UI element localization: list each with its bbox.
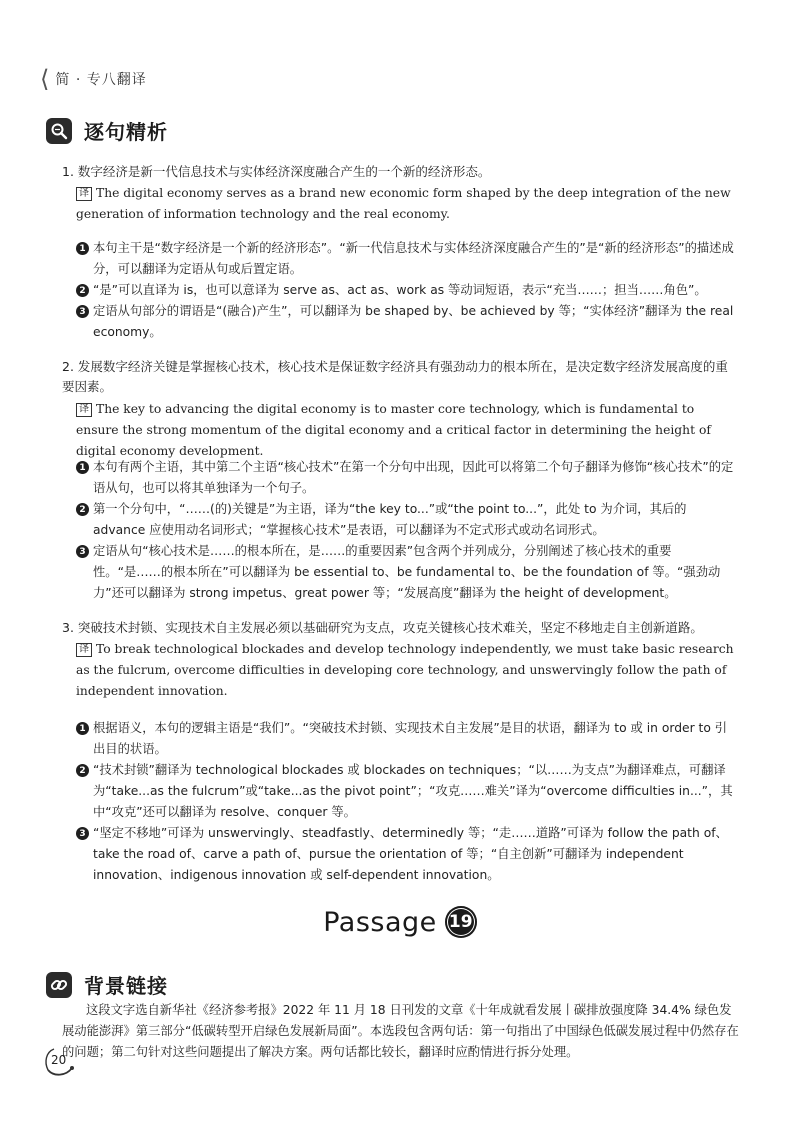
passage-heading — [0, 906, 800, 938]
note-number-badge: 3 — [76, 545, 89, 558]
passage-number-badge: 19 — [445, 906, 477, 938]
note-item — [76, 823, 736, 886]
header-title: 简 · 专八翻译 — [55, 72, 147, 88]
link-icon — [46, 972, 72, 998]
note-number-badge: 1 — [76, 242, 89, 255]
notes-2 — [76, 457, 736, 604]
notes-3 — [76, 718, 736, 886]
note-item — [76, 760, 736, 823]
page-number-text: 20 — [51, 1053, 67, 1067]
translation-marker: 译 — [76, 187, 92, 201]
note-item — [76, 238, 736, 280]
translation-3 — [76, 639, 736, 702]
section-heading-analysis — [46, 116, 168, 145]
note-item — [76, 457, 736, 499]
notes-1 — [76, 238, 736, 343]
note-number-badge: 1 — [76, 722, 89, 735]
note-number-badge: 1 — [76, 461, 89, 474]
translation-marker: 译 — [76, 403, 92, 417]
note-item — [76, 499, 736, 541]
translation-text: To break technological blockades and develop technology independently, we must take basic research as the fulcrum, overcome difficulties in developing core technology, and unswervingly follow the path of independent innovation. — [76, 642, 734, 698]
note-number-badge: 3 — [76, 827, 89, 840]
section-heading-background — [46, 970, 168, 999]
note-text: “坚定不移地”可译为 unswervingly、steadfastly、determinedly 等；“走……道路”可译为 follow the path of、take the road of、carve a path of、pursue the orientation of 等；“自主创新”可翻译为 independent innovation、indigenous innovation 或 self-dependent innovation。 — [93, 826, 728, 882]
note-text: 本句有两个主语，其中第二个主语“核心技术”在第一个分句中出现，因此可以将第二个句子翻译为修饰“核心技术”的定语从句，也可以将其单独译为一个句子。 — [93, 460, 734, 495]
note-item — [76, 280, 736, 301]
translation-1 — [76, 183, 736, 225]
translation-2 — [76, 399, 736, 462]
note-text: 定语从句部分的谓语是“(融合)产生”，可以翻译为 be shaped by、be achieved by 等；“实体经济”翻译为 the real economy。 — [93, 304, 734, 339]
note-item — [76, 541, 736, 604]
source-sentence-2: 2. 发展数字经济关键是掌握核心技术，核心技术是保证数字经济具有强劲动力的根本所在，是决定数字经济发展高度的重要因素。 — [62, 359, 728, 394]
note-text: 定语从句“核心技术是……的根本所在，是……的重要因素”包含两个并列成分，分别阐述了核心技术的重要性。“是……的根本所在”可以翻译为 be essential to、be fundamental to、be the foundation of 等。“强劲动力”还可以翻译为 strong impetus、great power 等；“发展高度”翻译为 the height of development。 — [93, 544, 721, 600]
translation-text: The key to advancing the digital economy is to master core technology, which is fundamental to ensure the strong momentum of the digital economy and a critical factor in determining the height of digital economy development. — [76, 402, 711, 458]
passage-label: Passage — [323, 906, 437, 938]
note-number-badge: 2 — [76, 764, 89, 777]
section-title: 背景链接 — [84, 974, 168, 998]
background-paragraph: 这段文字选自新华社《经济参考报》2022 年 11 月 18 日刊发的文章《十年成就看发展丨碳排放强度降 34.4% 绿色发展动能澎湃》第三部分“低碳转型开启绿色发展新局面”。本选段包含两句话：第一句指出了中国绿色低碳发展过程中仍然存在的问题；第二句针对这些问题提出了解决方案。两句话都比较长，翻译时应酌情进行拆分处理。 — [62, 1003, 739, 1059]
note-item — [76, 718, 736, 760]
note-text: 根据语义，本句的逻辑主语是“我们”。“突破技术封锁、实现技术自主发展”是目的状语，翻译为 to 或 in order to 引出目的状语。 — [93, 721, 728, 756]
note-text: 本句主干是“数字经济是一个新的经济形态”。“新一代信息技术与实体经济深度融合产生的”是“新的经济形态”的描述成分，可以翻译为定语从句或后置定语。 — [93, 241, 734, 276]
translation-marker: 译 — [76, 643, 92, 657]
note-text: 第一个分句中，“……(的)关键是”为主语，译为“the key to...”或“the point to...”，此处 to 为介词，其后的 advance 应使用动名词形式；“掌握核心技术”是表语，可以翻译为不定式形式或动名词形式。 — [93, 502, 687, 537]
note-number-badge: 2 — [76, 503, 89, 516]
note-text: “是”可以直译为 is，也可以意译为 serve as、act as、work as 等动词短语，表示“充当……；担当……角色”。 — [93, 283, 707, 297]
source-sentence-3: 3. 突破技术封锁、实现技术自主发展必须以基础研究为支点，攻克关键核心技术难关，坚定不移地走自主创新道路。 — [62, 620, 703, 635]
translation-text: The digital economy serves as a brand new economic form shaped by the deep integration of the new generation of information technology and the real economy. — [76, 186, 731, 221]
note-item — [76, 301, 736, 343]
magnifier-icon — [46, 118, 72, 144]
page-number — [42, 1044, 76, 1078]
running-header — [40, 66, 147, 92]
note-number-badge: 2 — [76, 284, 89, 297]
source-sentence-1: 1. 数字经济是新一代信息技术与实体经济深度融合产生的一个新的经济形态。 — [62, 164, 491, 179]
header-bracket-icon: ⟨ — [40, 65, 50, 93]
note-text: “技术封锁”翻译为 technological blockades 或 blockades on techniques；“以……为支点”为翻译难点，可翻译为“take...as the fulcrum”或“take...as the pivot point”；“攻克……难关”译为“overcome difficulties in...”，其中“攻克”还可以翻译为 resolve、conquer 等。 — [93, 763, 733, 819]
note-number-badge: 3 — [76, 305, 89, 318]
section-title: 逐句精析 — [84, 120, 168, 144]
